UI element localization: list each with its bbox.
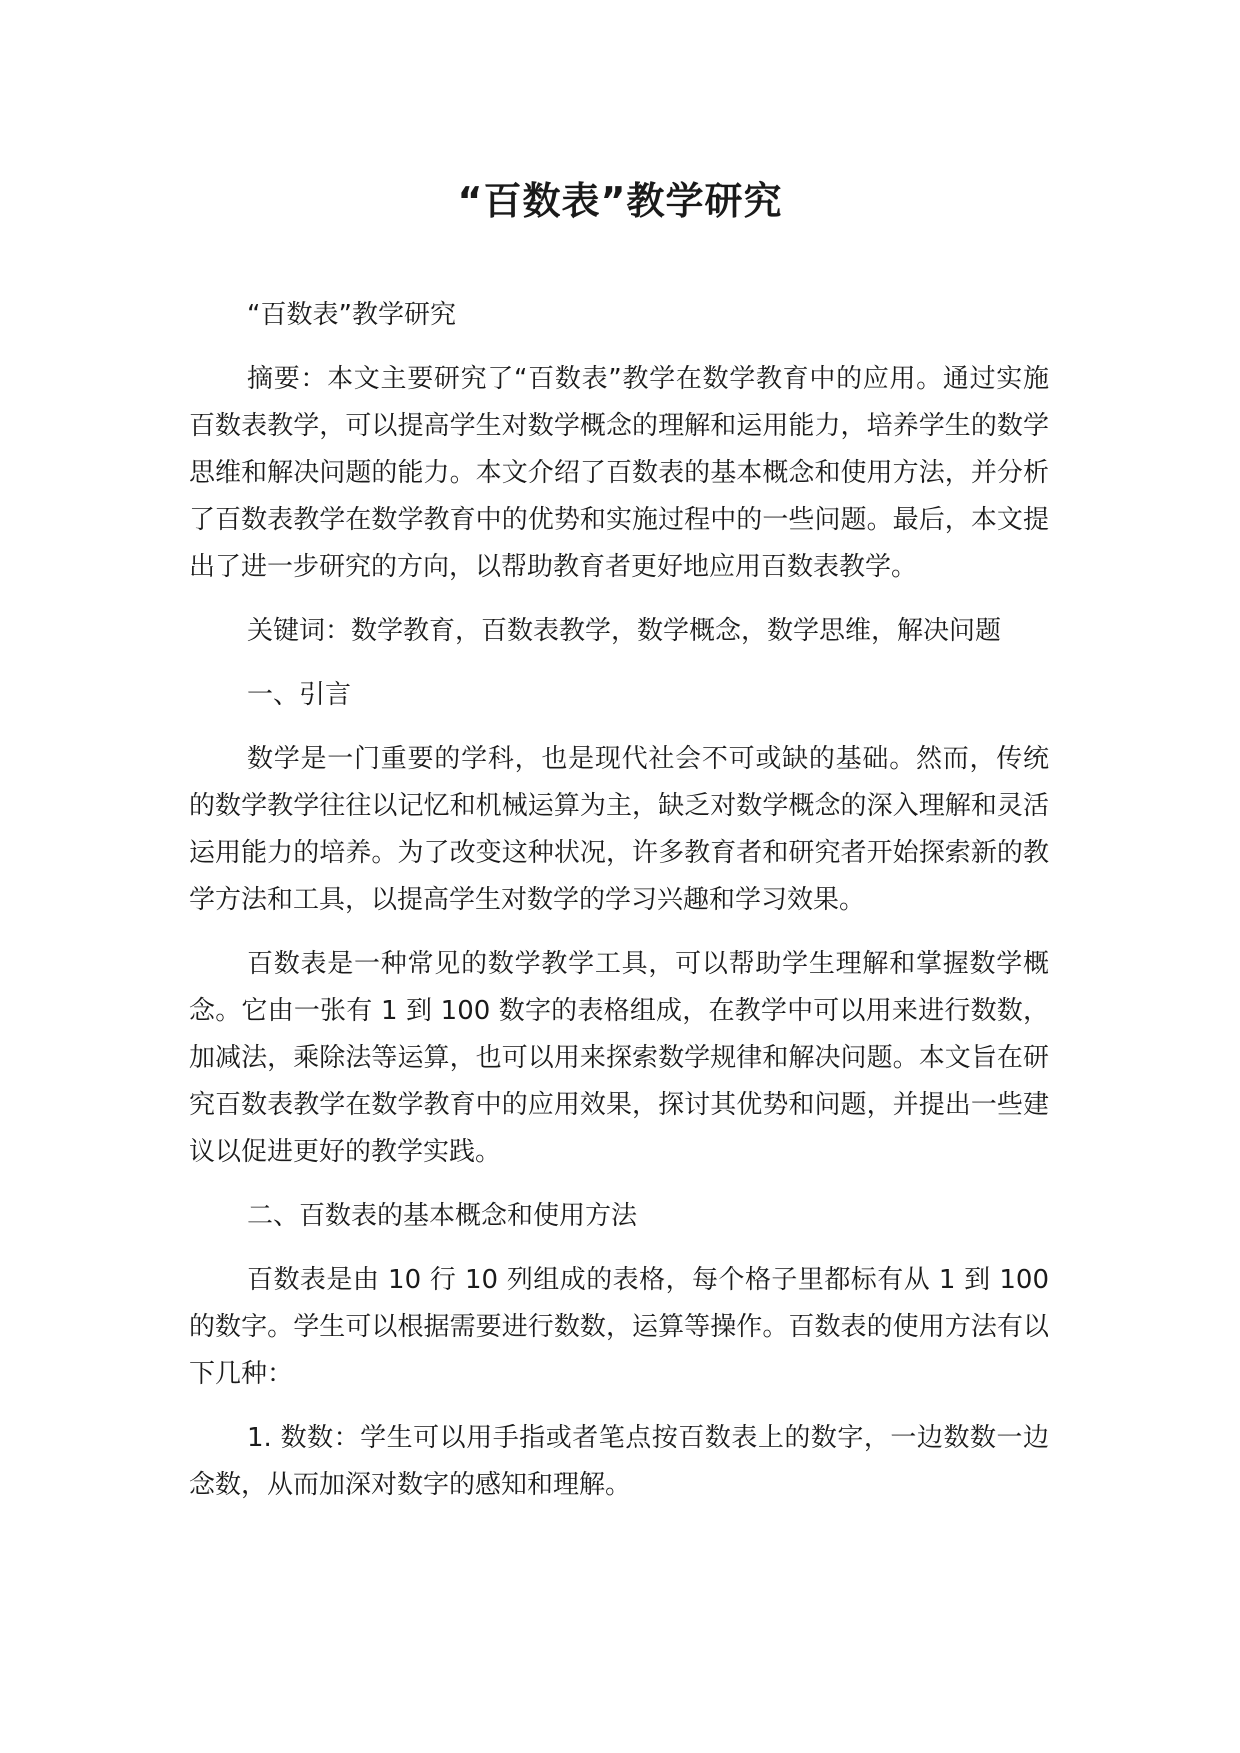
document-title: “百数表”教学研究 xyxy=(457,179,783,223)
body-paragraph: 百数表是由 10 行 10 列组成的表格，每个格子里都标有从 1 到 100 的数字。学生可以根据需要进行数数，运算等操作。百数表的使用方法有以下几种： xyxy=(189,1265,1049,1389)
section-heading-basics: 二、百数表的基本概念和使用方法 xyxy=(247,1201,638,1231)
document-body xyxy=(189,292,1049,1526)
abstract-paragraph: 摘要：本文主要研究了“百数表”教学在数学教育中的应用。通过实施百数表教学，可以提高学生对数学概念的理解和运用能力，培养学生的数学思维和解决问题的能力。本文介绍了百数表的基本概念和使用方法，并分析了百数表教学在数学教育中的优势和实施过程中的一些问题。最后，本文提出了进一步研究的方向，以帮助教育者更好地应用百数表教学。 xyxy=(189,364,1049,582)
body-paragraph: 百数表是一种常见的数学教学工具，可以帮助学生理解和掌握数学概念。它由一张有 1 到 100 数字的表格组成，在教学中可以用来进行数数，加减法，乘除法等运算，也可以用来探索数学规律和解决问题。本文旨在研究百数表教学在数学教育中的应用效果，探讨其优势和问题，并提出一些建议以促进更好的教学实践。 xyxy=(189,949,1049,1167)
section-heading-introduction: 一、引言 xyxy=(247,680,352,710)
keywords-paragraph: 关键词：数学教育，百数表教学，数学概念，数学思维，解决问题 xyxy=(247,616,1002,646)
subtitle-paragraph: “百数表”教学研究 xyxy=(247,300,456,330)
body-paragraph: 数学是一门重要的学科，也是现代社会不可或缺的基础。然而，传统的数学教学往往以记忆和机械运算为主，缺乏对数学概念的深入理解和灵活运用能力的培养。为了改变这种状况，许多教育者和研究者开始探索新的教学方法和工具，以提高学生对数学的学习兴趣和学习效果。 xyxy=(189,744,1049,915)
list-item: 1. 数数：学生可以用手指或者笔点按百数表上的数字，一边数数一边念数，从而加深对数字的感知和理解。 xyxy=(189,1423,1049,1500)
